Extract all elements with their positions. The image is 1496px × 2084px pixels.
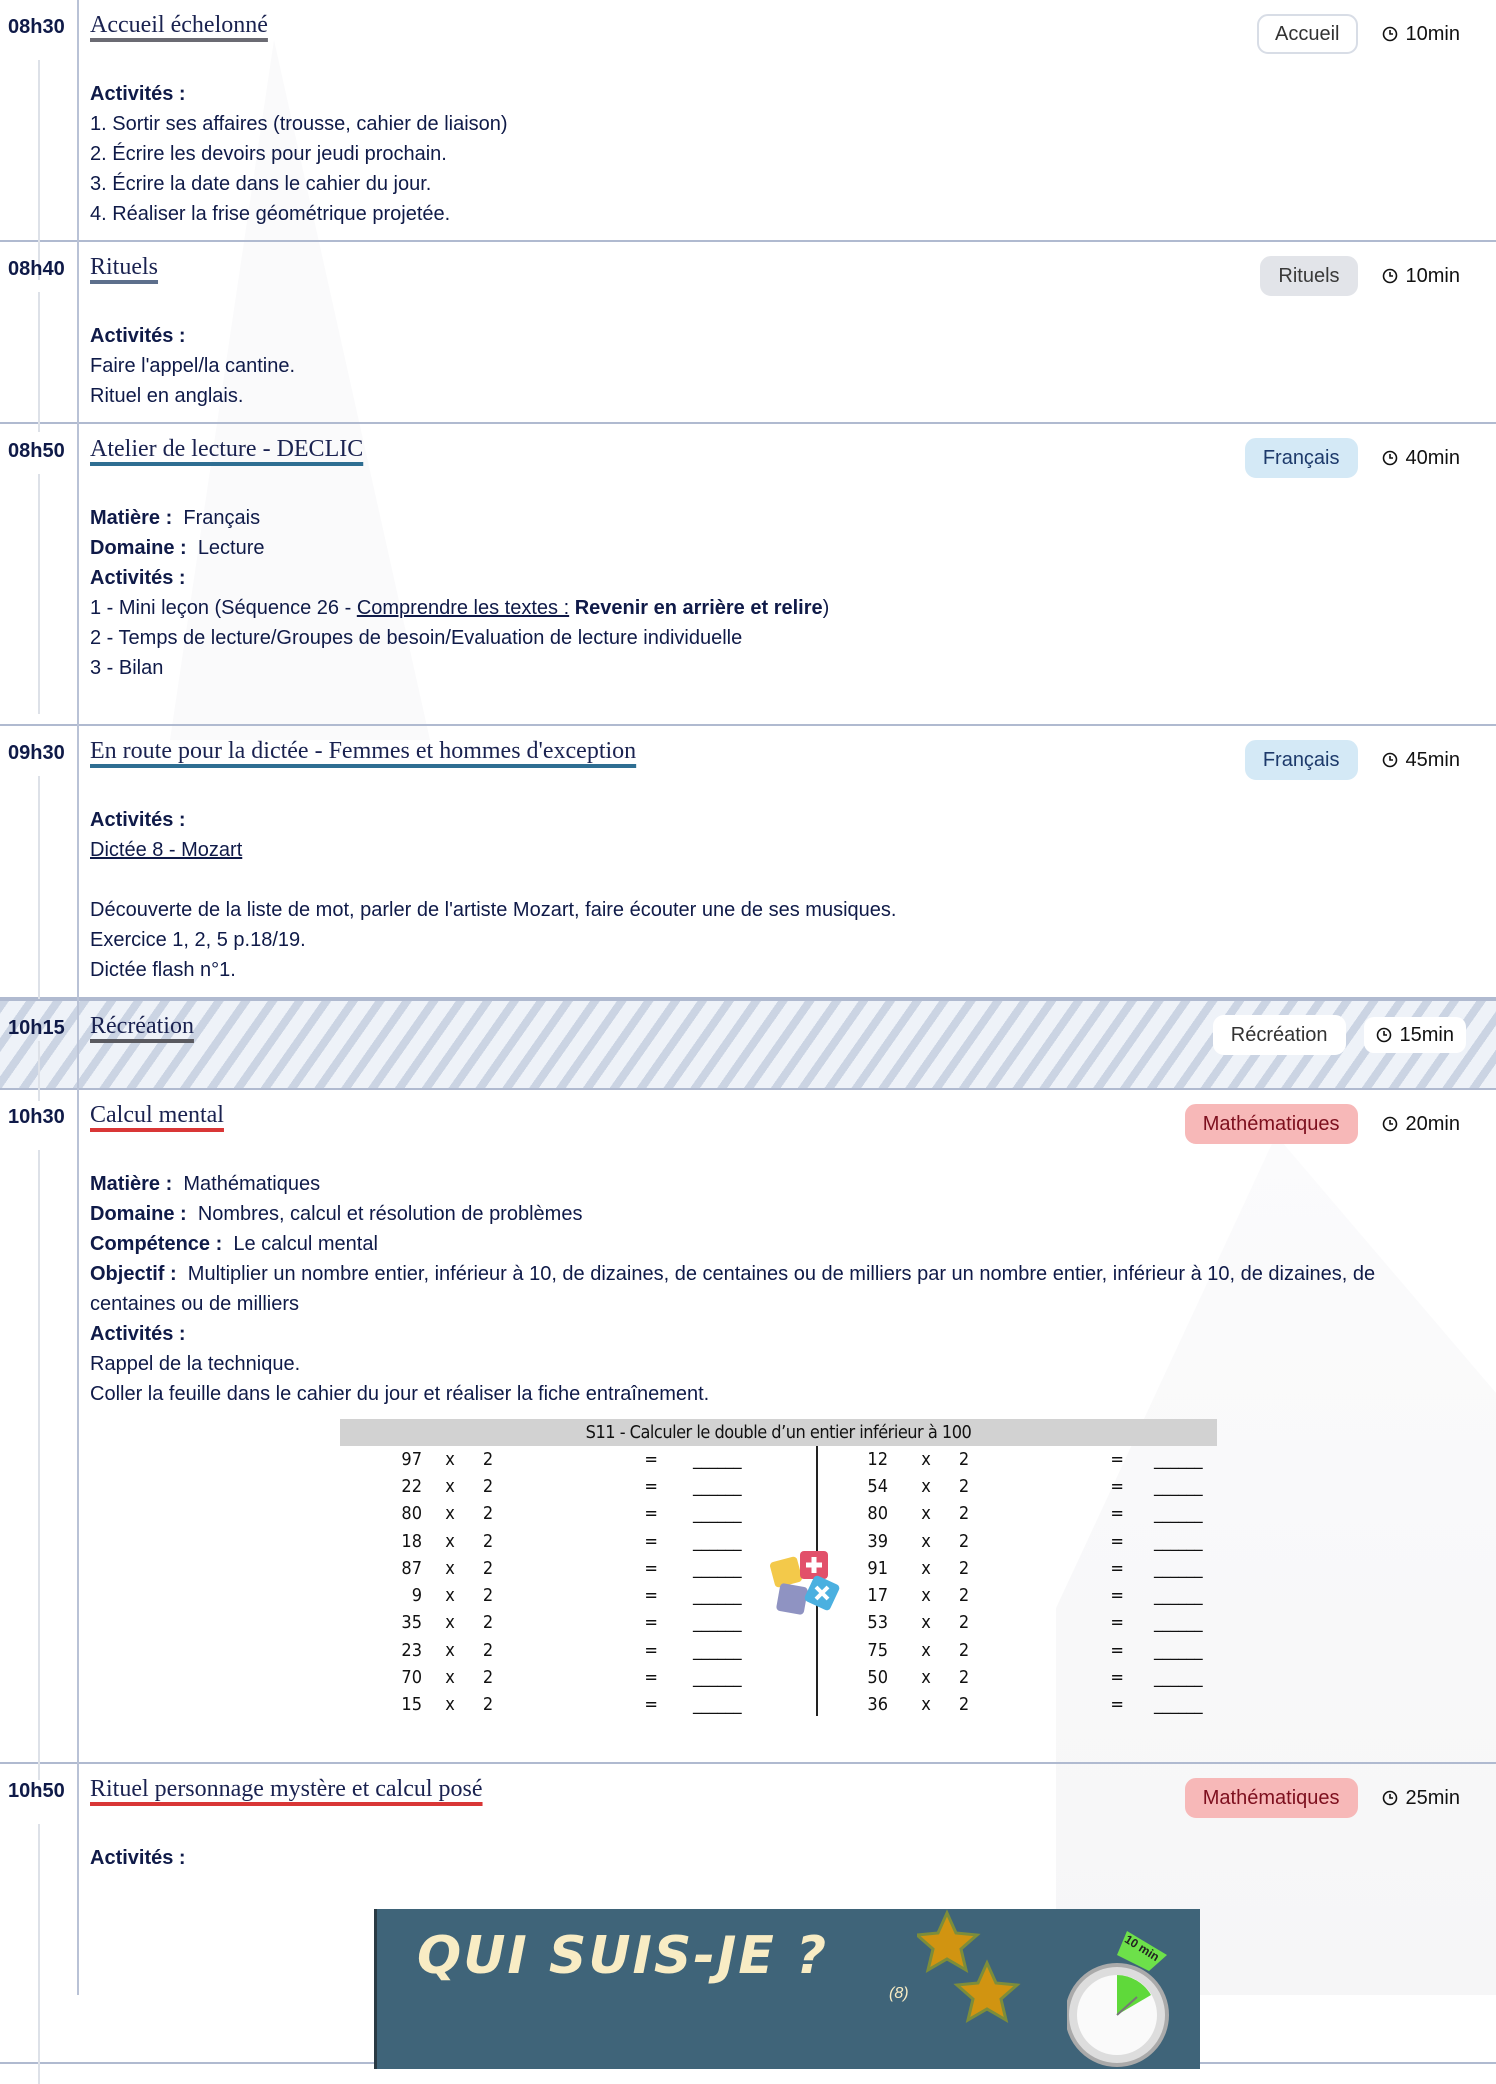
subject-badge[interactable]: Français (1245, 740, 1358, 780)
detail-line (90, 79, 1456, 109)
equals-sign: = (1110, 1694, 1124, 1716)
detail-line (90, 139, 1456, 169)
equals-sign: = (1110, 1475, 1124, 1497)
session-details (90, 1843, 1456, 2069)
answer-blank: ______ (1154, 1475, 1203, 1497)
clock-icon (1382, 752, 1398, 768)
operator: x (445, 1448, 455, 1470)
section-label: Activités : (90, 809, 186, 831)
banner-title: QUI SUIS-JE ? (417, 1926, 829, 1986)
answer-blank: ______ (693, 1585, 742, 1607)
activity-text: 1 - Mini leçon (Séquence 26 - (90, 597, 357, 619)
clock-icon (1382, 26, 1398, 42)
detail-line (90, 321, 1456, 351)
qui-suis-je-banner (374, 1909, 1200, 2069)
operator: x (445, 1557, 455, 1579)
multiplier: 2 (958, 1530, 970, 1552)
worksheet-row (340, 1555, 770, 1582)
row-guide-line (38, 474, 40, 714)
detail-line (90, 925, 1456, 955)
multiplier: 2 (482, 1503, 494, 1525)
subject-badge[interactable]: Mathématiques (1185, 1104, 1358, 1144)
detail-line (90, 805, 1456, 835)
detail-line (90, 169, 1456, 199)
operator: x (445, 1667, 455, 1689)
subject-badge[interactable]: Mathématiques (1185, 1778, 1358, 1818)
session-title-link[interactable]: Récréation (90, 1013, 194, 1039)
worksheet-row (818, 1501, 1248, 1528)
resource-link[interactable]: Comprendre les textes : (356, 597, 570, 619)
operand: 75 (867, 1639, 888, 1661)
answer-blank: ______ (693, 1503, 742, 1525)
activity-text: Découverte de la liste de mot, parler de l'artiste Mozart, faire écouter une de ses musiques. (90, 899, 897, 921)
time-label: 08h50 (8, 440, 65, 462)
field-value: Français (183, 507, 261, 529)
operator: x (445, 1503, 455, 1525)
activity-text: Rappel de la technique. (90, 1353, 301, 1375)
subject-badge[interactable]: Accueil (1257, 14, 1357, 54)
row-guide-line (38, 1824, 40, 2084)
field-label: Objectif : (90, 1263, 177, 1285)
answer-blank: ______ (693, 1667, 742, 1689)
row-guide-line (38, 292, 40, 432)
session-meta (1185, 1778, 1466, 1818)
duration-text: 40min (1405, 446, 1460, 469)
detail-line (90, 1379, 1456, 1409)
worksheet-row (340, 1473, 770, 1500)
multiplier: 2 (482, 1694, 494, 1716)
operator: x (445, 1612, 455, 1634)
equals-sign: = (1110, 1667, 1124, 1689)
multiplier: 2 (482, 1530, 494, 1552)
operand: 9 (411, 1585, 422, 1607)
detail-line (90, 1199, 1456, 1229)
worksheet-row (818, 1555, 1248, 1582)
operand: 70 (401, 1667, 422, 1689)
worksheet-column (818, 1446, 1248, 1719)
detail-line (90, 623, 1456, 653)
detail-line (90, 1843, 1456, 1873)
answer-blank: ______ (1154, 1694, 1203, 1716)
multiplier: 2 (958, 1639, 970, 1661)
equals-sign: = (644, 1612, 658, 1634)
worksheet-row (340, 1501, 770, 1528)
row-guide-line (38, 1150, 40, 1780)
operator: x (921, 1530, 931, 1552)
operand: 91 (867, 1557, 888, 1579)
multiplier: 2 (958, 1475, 970, 1497)
activity-text: Exercice 1, 2, 5 p.18/19. (90, 929, 306, 951)
worksheet-row (818, 1582, 1248, 1609)
activity-text: 3. Écrire la date dans le cahier du jour. (90, 173, 432, 195)
operator: x (921, 1612, 931, 1634)
operator: x (445, 1639, 455, 1661)
equals-sign: = (644, 1667, 658, 1689)
section-label: Activités : (90, 567, 186, 589)
operator: x (921, 1557, 931, 1579)
answer-blank: ______ (693, 1694, 742, 1716)
worksheet-row (340, 1582, 770, 1609)
activity-text: 2 - Temps de lecture/Groupes de besoin/Evaluation de lecture individuelle (90, 627, 743, 649)
worksheet-row (340, 1446, 770, 1473)
detail-line (90, 351, 1456, 381)
operand: 39 (867, 1530, 888, 1552)
operand: 18 (401, 1530, 422, 1552)
session-title-link[interactable]: En route pour la dictée - Femmes et hommes d'exception (90, 738, 637, 764)
worksheet-row (340, 1692, 770, 1719)
worksheet-row (818, 1610, 1248, 1637)
multiplier: 2 (958, 1585, 970, 1607)
activity-text: 2. Écrire les devoirs pour jeudi prochain. (90, 143, 447, 165)
field-value: Nombres, calcul et résolution de problèmes (197, 1203, 583, 1225)
activity-text: Rituel en anglais. (90, 385, 244, 407)
detail-line (90, 503, 1456, 533)
equals-sign: = (644, 1530, 658, 1552)
equals-sign: = (644, 1448, 658, 1470)
worksheet-row (818, 1473, 1248, 1500)
time-label: 08h30 (8, 16, 65, 38)
equals-sign: = (644, 1475, 658, 1497)
answer-blank: ______ (693, 1612, 742, 1634)
field-label: Domaine : (90, 537, 187, 559)
clock-icon (1382, 1790, 1398, 1806)
worksheet-image (340, 1419, 1217, 1719)
equals-sign: = (644, 1503, 658, 1525)
session-meta (1260, 256, 1466, 296)
worksheet-row (818, 1664, 1248, 1691)
operator: x (921, 1585, 931, 1607)
worksheet-row (818, 1692, 1248, 1719)
clock-icon (1382, 1116, 1398, 1132)
activity-text: Faire l'appel/la cantine. (90, 355, 296, 377)
worksheet-title: S11 - Calculer le double d’un entier inférieur à 100 (340, 1419, 1217, 1446)
worksheet-row (340, 1610, 770, 1637)
session-title-link[interactable]: Rituels (90, 254, 159, 280)
schedule-row (0, 424, 1496, 726)
operator: x (921, 1639, 931, 1661)
field-value: Lecture (197, 537, 265, 559)
session-meta (1213, 1015, 1466, 1055)
session-details (90, 503, 1456, 683)
equals-sign: = (644, 1639, 658, 1661)
operator: x (445, 1585, 455, 1607)
detail-line (90, 865, 1456, 895)
section-label: Activités : (90, 325, 186, 347)
answer-blank: ______ (693, 1448, 742, 1470)
field-value: Le calcul mental (233, 1233, 378, 1255)
detail-line (90, 563, 1456, 593)
operand: 35 (401, 1612, 422, 1634)
duration (1376, 1106, 1466, 1142)
detail-line (90, 1319, 1456, 1349)
detail-line (90, 1169, 1456, 1199)
session-meta (1245, 438, 1466, 478)
session-details (90, 1169, 1456, 1719)
equals-sign: = (644, 1694, 658, 1716)
schedule-row (0, 726, 1496, 999)
subject-badge[interactable]: Français (1245, 438, 1358, 478)
multiplier: 2 (482, 1557, 494, 1579)
operand: 54 (867, 1475, 888, 1497)
detail-line (90, 533, 1456, 563)
operator: x (445, 1530, 455, 1552)
activity-text: Coller la feuille dans le cahier du jour et réaliser la fiche entraînement. (90, 1383, 710, 1405)
answer-blank: ______ (693, 1557, 742, 1579)
session-meta (1185, 1104, 1466, 1144)
operand: 80 (867, 1503, 888, 1525)
equals-sign: = (1110, 1448, 1124, 1470)
multiplier: 2 (958, 1667, 970, 1689)
answer-blank: ______ (693, 1475, 742, 1497)
field-label: Matière : (90, 1173, 173, 1195)
clock-icon (1382, 268, 1398, 284)
session-meta (1257, 14, 1466, 54)
duration (1376, 16, 1466, 52)
resource-link[interactable]: Dictée 8 - Mozart (90, 839, 243, 861)
schedule-row (0, 0, 1496, 242)
multiplier: 2 (482, 1448, 494, 1470)
multiplier: 2 (958, 1694, 970, 1716)
time-label: 10h30 (8, 1106, 65, 1128)
field-value: Mathématiques (183, 1173, 321, 1195)
answer-blank: ______ (1154, 1585, 1203, 1607)
section-label: Activités : (90, 1847, 186, 1869)
operand: 22 (401, 1475, 422, 1497)
session-title-link[interactable]: Rituel personnage mystère et calcul posé (90, 1776, 483, 1802)
operand: 12 (867, 1448, 888, 1470)
duration (1376, 1780, 1466, 1816)
field-label: Domaine : (90, 1203, 187, 1225)
operand: 80 (401, 1503, 422, 1525)
worksheet-row (818, 1446, 1248, 1473)
worksheet-column (340, 1446, 770, 1719)
duration-text: 10min (1405, 264, 1460, 287)
activity-text: Dictée flash n°1. (90, 959, 236, 981)
multiplier: 2 (958, 1448, 970, 1470)
timer-icon (1067, 1925, 1177, 2069)
operator: x (921, 1475, 931, 1497)
section-label: Activités : (90, 83, 186, 105)
clock-icon (1376, 1027, 1392, 1043)
subject-badge[interactable]: Récréation (1213, 1015, 1346, 1055)
star-icon (917, 1909, 1037, 2048)
answer-blank: ______ (1154, 1448, 1203, 1470)
duration (1364, 1017, 1466, 1053)
multiplier: 2 (958, 1503, 970, 1525)
detail-line (90, 835, 1456, 865)
answer-blank: ______ (1154, 1503, 1203, 1525)
equals-sign: = (1110, 1612, 1124, 1634)
operator: x (921, 1694, 931, 1716)
banner-number: (8) (889, 1985, 909, 2002)
activity-text: Revenir en arrière et relire (569, 597, 823, 619)
time-label: 10h15 (8, 1017, 65, 1039)
detail-line (90, 1349, 1456, 1379)
activity-text: 1. Sortir ses affaires (trousse, cahier de liaison) (90, 113, 508, 135)
multiplier: 2 (482, 1667, 494, 1689)
timer-label: 10 min (1122, 1931, 1162, 1965)
operand: 15 (401, 1694, 422, 1716)
operand: 50 (867, 1667, 888, 1689)
answer-blank: ______ (693, 1639, 742, 1661)
activity-text: 4. Réaliser la frise géométrique projetée. (90, 203, 451, 225)
multiplier: 2 (482, 1585, 494, 1607)
answer-blank: ______ (1154, 1667, 1203, 1689)
answer-blank: ______ (693, 1530, 742, 1552)
session-title-link[interactable]: Accueil échelonné (90, 12, 268, 38)
activity-text: ) (822, 597, 830, 619)
operator: x (921, 1503, 931, 1525)
schedule-row (0, 1090, 1496, 1764)
duration (1376, 440, 1466, 476)
equals-sign: = (644, 1585, 658, 1607)
time-label: 08h40 (8, 258, 65, 280)
worksheet-row (818, 1637, 1248, 1664)
answer-blank: ______ (1154, 1557, 1203, 1579)
duration (1376, 258, 1466, 294)
session-meta (1245, 740, 1466, 780)
row-guide-line (38, 776, 40, 1016)
session-title-link[interactable]: Calcul mental (90, 1102, 224, 1128)
answer-blank: ______ (1154, 1612, 1203, 1634)
equals-sign: = (1110, 1503, 1124, 1525)
timeline-divider (77, 0, 79, 1995)
operator: x (445, 1694, 455, 1716)
worksheet-row (340, 1528, 770, 1555)
worksheet-row (340, 1664, 770, 1691)
time-label: 10h50 (8, 1780, 65, 1802)
time-label: 09h30 (8, 742, 65, 764)
operator: x (921, 1448, 931, 1470)
equals-sign: = (1110, 1530, 1124, 1552)
duration-text: 20min (1405, 1112, 1460, 1135)
operand: 97 (401, 1448, 422, 1470)
operand: 23 (401, 1639, 422, 1661)
detail-line (90, 1259, 1456, 1319)
field-label: Compétence : (90, 1233, 223, 1255)
detail-line (90, 199, 1456, 229)
detail-line (90, 653, 1456, 683)
equals-sign: = (1110, 1585, 1124, 1607)
detail-line (90, 109, 1456, 139)
equals-sign: = (644, 1557, 658, 1579)
worksheet-row (818, 1528, 1248, 1555)
detail-line (90, 895, 1456, 925)
schedule-row (0, 999, 1496, 1090)
detail-line (90, 955, 1456, 985)
session-details (90, 805, 1456, 985)
session-title-link[interactable]: Atelier de lecture - DECLIC (90, 436, 364, 462)
math-operations-icon (770, 1549, 850, 1619)
operand: 17 (867, 1585, 888, 1607)
multiplier: 2 (482, 1639, 494, 1661)
multiplier: 2 (958, 1612, 970, 1634)
clock-icon (1382, 450, 1398, 466)
schedule-row (0, 1764, 1496, 2064)
duration-text: 10min (1405, 22, 1460, 45)
multiplier: 2 (958, 1557, 970, 1579)
field-value: Multiplier un nombre entier, inférieur à 10, de dizaines, de centaines ou de milliers par un nombre entier, inférieur à 10, de dizaines, de centaines ou de milliers (90, 1263, 1376, 1315)
session-details (90, 321, 1456, 411)
duration-text: 15min (1399, 1023, 1454, 1046)
subject-badge[interactable]: Rituels (1260, 256, 1357, 296)
multiplier: 2 (482, 1612, 494, 1634)
schedule-row (0, 242, 1496, 424)
operand: 87 (401, 1557, 422, 1579)
answer-blank: ______ (1154, 1530, 1203, 1552)
session-details (90, 79, 1456, 229)
duration-text: 45min (1405, 748, 1460, 771)
operand: 53 (867, 1612, 888, 1634)
field-label: Matière : (90, 507, 173, 529)
equals-sign: = (1110, 1557, 1124, 1579)
detail-line (90, 593, 1456, 623)
section-label: Activités : (90, 1323, 186, 1345)
operator: x (445, 1475, 455, 1497)
multiplier: 2 (482, 1475, 494, 1497)
operator: x (921, 1667, 931, 1689)
worksheet-row (340, 1637, 770, 1664)
activity-text: 3 - Bilan (90, 657, 164, 679)
duration (1376, 742, 1466, 778)
operand: 36 (867, 1694, 888, 1716)
duration-text: 25min (1405, 1786, 1460, 1809)
detail-line (90, 1229, 1456, 1259)
detail-line (90, 381, 1456, 411)
answer-blank: ______ (1154, 1639, 1203, 1661)
equals-sign: = (1110, 1639, 1124, 1661)
